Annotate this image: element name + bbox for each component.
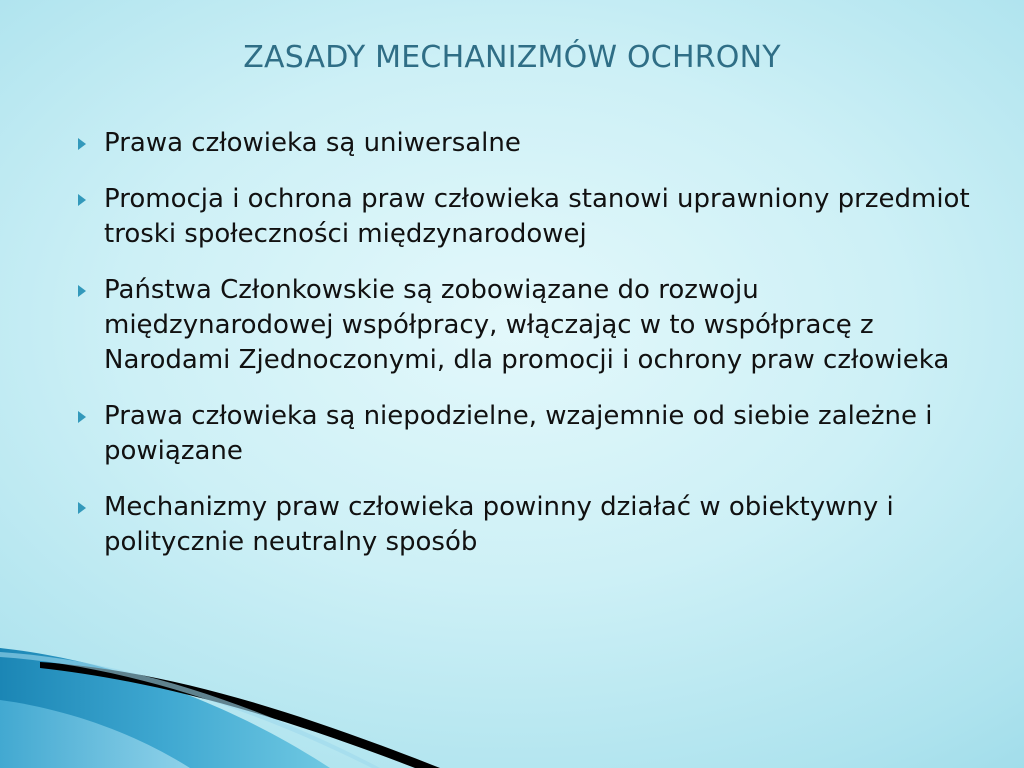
list-item (72, 126, 972, 161)
list-item (72, 273, 972, 378)
bullet-text: Prawa człowieka są niepodzielne, wzajemnie od siebie zależne i powiązane (104, 401, 933, 466)
bullet-list (72, 126, 972, 581)
list-item (72, 399, 972, 469)
triangle-right-icon (78, 502, 86, 514)
bullet-text: Mechanizmy praw człowieka powinny działać w obiektywny i politycznie neutralny sposób (104, 492, 894, 557)
slide-title: ZASADY MECHANIZMÓW OCHRONY (243, 40, 781, 75)
bullet-text: Promocja i ochrona praw człowieka stanowi uprawniony przedmiot troski społeczności międzynarodowej (104, 184, 970, 249)
list-item (72, 182, 972, 252)
bullet-text: Prawa człowieka są uniwersalne (104, 128, 521, 158)
triangle-right-icon (78, 285, 86, 297)
list-item (72, 490, 972, 560)
triangle-right-icon (78, 411, 86, 423)
triangle-right-icon (78, 138, 86, 150)
triangle-right-icon (78, 194, 86, 206)
bullet-text: Państwa Członkowskie są zobowiązane do rozwoju międzynarodowej współpracy, włączając w to współpracę z Narodami Zjednoczonymi, dla promocji i ochrony praw człowieka (104, 275, 950, 375)
